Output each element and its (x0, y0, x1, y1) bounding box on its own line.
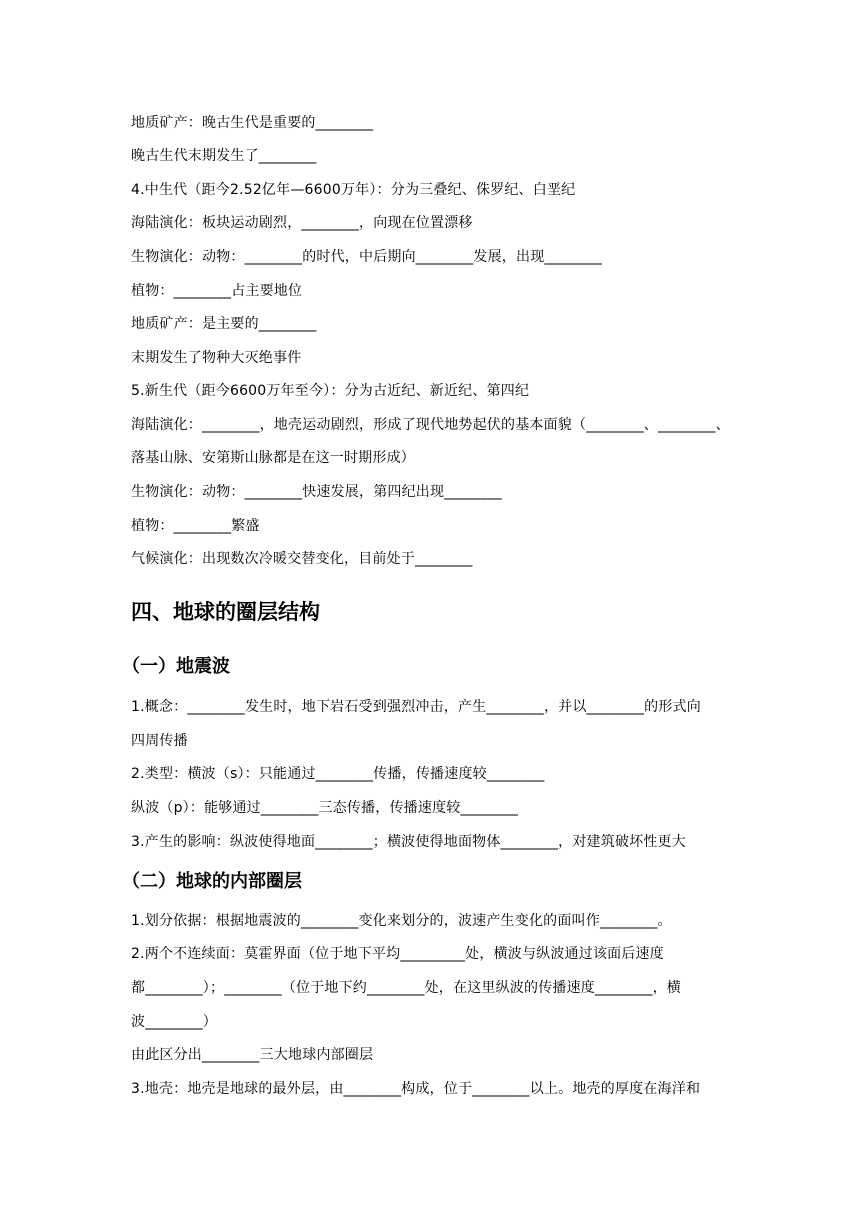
text-line: 1.概念：________发生时，地下岩石受到强烈冲击，产生________，并以________的形式向 (131, 699, 701, 715)
text-line: 2.类型：横波（s）：只能通过________传播，传播速度较________ (131, 766, 545, 782)
text-line: 地质矿产：是主要的________ (131, 316, 317, 332)
text-line: 海陆演化：________，地壳运动剧烈，形成了现代地势起伏的基本面貌（________、________、 (131, 417, 730, 433)
subsection-heading: （一）地震波 (122, 656, 230, 677)
text-line: 由此区分出________三大地球内部圈层 (131, 1047, 374, 1063)
text-line: 3.地壳：地壳是地球的最外层，由________构成，位于________以上。地壳的厚度在海洋和 (131, 1081, 701, 1097)
text-line: 5.新生代（距今6600万年至今）：分为古近纪、新近纪、第四纪 (131, 383, 530, 399)
text-line: 3.产生的影响：纵波使得地面________；横波使得地面物体________，对建筑破坏性更大 (131, 834, 686, 850)
text-line: 都________）；________（位于地下约________处，在这里纵波的传播速度________，横 (131, 980, 681, 996)
text-line: 末期发生了物种大灭绝事件 (131, 350, 302, 366)
text-line: 海陆演化：板块运动剧烈，________，向现在位置漂移 (131, 215, 473, 231)
text-line: 晚古生代末期发生了________ (131, 148, 317, 164)
text-line: 地质矿产：晚古生代是重要的________ (131, 115, 374, 131)
text-line: 气候演化：出现数次冷暖交替变化，目前处于________ (131, 551, 473, 567)
text-line: 四周传播 (131, 733, 188, 749)
text-line: 植物：________繁盛 (131, 518, 260, 534)
text-line: 生物演化：动物：________快速发展，第四纪出现________ (131, 484, 502, 500)
text-line: 生物演化：动物：________的时代，中后期向________发展，出现________ (131, 249, 602, 265)
text-line: 纵波（p）：能够通过________三态传播，传播速度较________ (131, 800, 519, 816)
text-line: 1.划分依据：根据地震波的________变化来划分的，波速产生变化的面叫作________。 (131, 913, 672, 929)
text-line: 落基山脉、安第斯山脉都是在这一时期形成） (131, 450, 415, 466)
text-line: 植物：________占主要地位 (131, 283, 303, 299)
subsection-heading: （二）地球的内部圈层 (122, 871, 302, 892)
section-heading: 四、地球的圈层结构 (131, 600, 320, 624)
text-line: 2.两个不连续面：莫霍界面（位于地下平均_________处，横波与纵波通过该面后速度 (131, 946, 664, 962)
text-line: 4.中生代（距今2.52亿年—6600万年）：分为三叠纪、侏罗纪、白垩纪 (131, 182, 576, 198)
text-line: 波________） (131, 1014, 217, 1030)
